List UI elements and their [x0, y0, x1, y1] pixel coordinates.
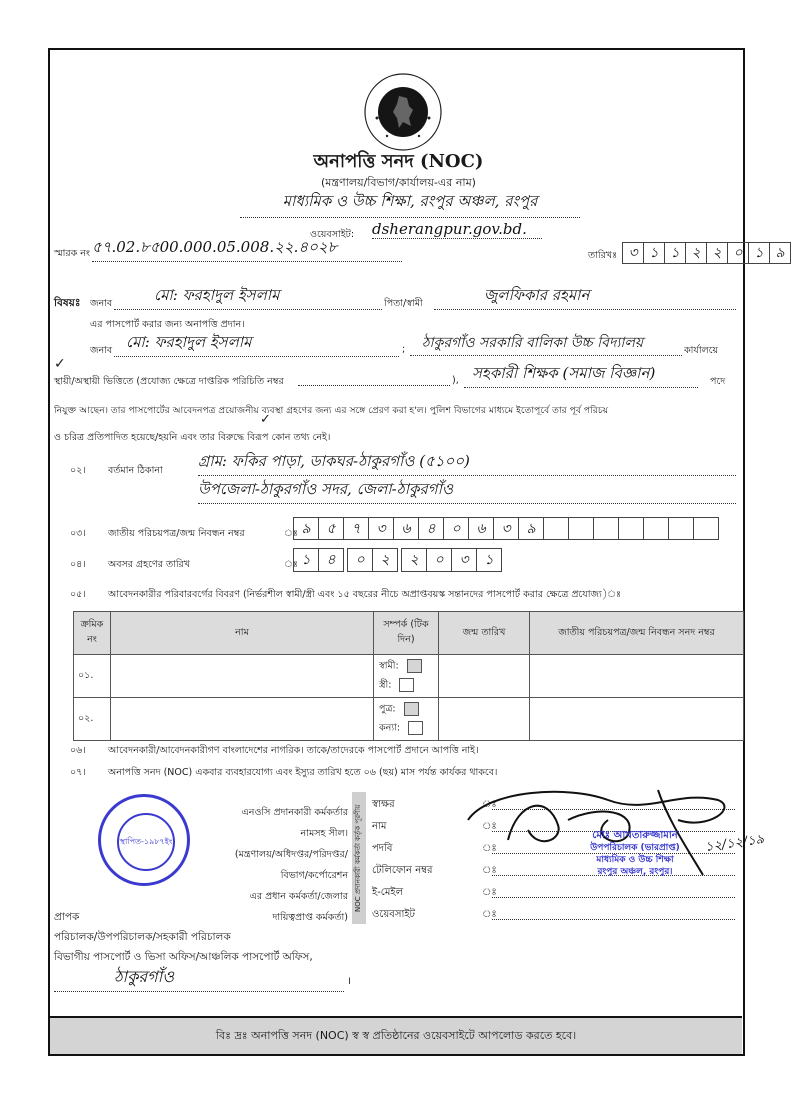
nid-label: জাতীয় পরিচয়পত্র/জন্ম নিবন্ধন নম্বর: [108, 528, 245, 539]
subject-label: বিষয়ঃ: [54, 297, 81, 309]
officer-desc-line: নামসহ সীল।: [300, 828, 348, 839]
footer-note: বিঃ দ্রঃ অনাপত্তি সনদ (NOC) স্ব স্ব প্রতিষ্ঠানের ওয়েবসাইটে আপলোড করতে হবে।: [215, 1028, 577, 1042]
nid-digit: [568, 517, 594, 540]
nid-digit: ৯: [518, 517, 544, 540]
address-label: বর্তমান ঠিকানা: [108, 465, 163, 476]
nid-digit: ০: [443, 517, 469, 540]
office-value: ঠাকুরগাঁও সরকারি বালিকা উচ্চ বিদ্যালয়: [422, 335, 644, 351]
memo-number-value: ৫৭.02.৮৫00.000.05.008.২২.৪০২৮: [92, 238, 338, 256]
officer-desc-line: এর প্রধান কর্মকর্তা/জেলার: [249, 891, 348, 902]
officer-description: [210, 802, 348, 928]
memo-number-field[interactable]: [92, 236, 402, 262]
relation-daughter-label: কন্যা:: [379, 722, 401, 733]
item-06-number: ০৬।: [70, 745, 86, 756]
designation-value: সহকারী শিক্ষক (সমাজ বিজ্ঞান): [472, 364, 656, 382]
husband-checkbox[interactable]: [407, 659, 422, 673]
nid-digit: ৬: [468, 517, 494, 540]
nid-digit: ৩: [493, 517, 519, 540]
retire-colon: ঃ: [284, 559, 298, 570]
wife-checkbox[interactable]: [399, 678, 414, 692]
retire-year-digit: ১: [476, 548, 502, 572]
date-digit: ১: [643, 242, 665, 264]
row-serial: ০১.: [74, 655, 111, 698]
row-name-cell[interactable]: [111, 655, 374, 698]
stamp-line: রংপুর অঞ্চল, রংপুর।: [597, 867, 673, 877]
address-line-2-field[interactable]: [198, 478, 736, 504]
header-name: নাম: [111, 612, 374, 655]
nid-digit: ৩: [368, 517, 394, 540]
date-digit: ৯: [769, 242, 791, 264]
tenure-line-mid: ),: [452, 375, 459, 386]
retire-label: অবসর গ্রহণের তারিখ: [108, 559, 191, 570]
colon: ঃ: [482, 887, 497, 898]
nid-digit: ৫: [318, 517, 344, 540]
nid-digit: [593, 517, 619, 540]
nid-digit: ৪: [418, 517, 444, 540]
noc-form: [48, 48, 785, 1056]
clause-06: আবেদনকারী/আবেদনকারীগণ বাংলাদেশের নাগরিক। তাকে/তাদেরকে পাসপোর্ট প্রদানে আপত্তি নাই।: [108, 745, 479, 756]
relation-wife-label: স্ত্রী:: [379, 679, 392, 690]
stamp-line: উপপরিচালক (ভারপ্রাপ্ত): [590, 843, 680, 853]
document-subtitle: (মন্ত্রণালয়/বিভাগ/কার্যালয়-এর নাম): [321, 176, 476, 189]
colon: ঃ: [482, 865, 497, 876]
family-label: আবেদনকারীর পরিবারবর্গের বিবরণ (নির্ভরশীল স্বামী/স্ত্রী এবং ১৫ বছরের নীচে অপ্রাপ্তবয়স্ক সন্তানদের পাসপোর্ট করার ক্ষেত্রে প্রযোজ্য)ঃ: [108, 589, 622, 600]
date-label: তারিখঃ: [588, 250, 618, 261]
address-line-1-field[interactable]: [198, 450, 736, 476]
office-suffix: কার্যালয়ে: [684, 345, 719, 356]
nid-digit: [668, 517, 694, 540]
retire-day-digit: ৪: [318, 548, 344, 572]
officer-desc-line: (মন্ত্রণালয়/অধিদপ্তর/পরিদপ্তর/: [234, 849, 348, 860]
paragraph-line-2: নিযুক্ত আছেন। তার পাসপোর্টের আবেদনপত্র প্রয়োজনীয় ব্যবস্থা গ্রহণের জন্য এর সঙ্গে প্রেরণ করা হ'ল। পুলিশ বিভাগের মাধ্যমে ইতোপূর্বে তার পূর্ব পরিচয়: [54, 405, 609, 416]
address-line-1-value: গ্রাম: ফকির পাড়া, ডাকঘর-ঠাকুরগাঁও (৫১০০): [198, 452, 470, 470]
office-name-field[interactable]: [240, 190, 580, 218]
row-serial: ০২.: [74, 698, 111, 741]
son-checkbox[interactable]: [404, 702, 419, 716]
date-boxes[interactable]: [623, 242, 791, 264]
designation-field[interactable]: [464, 362, 698, 388]
office-field[interactable]: [410, 331, 682, 356]
semicolon: ;: [402, 344, 406, 355]
stamp-line: মোঃ আখতারুজ্জামান: [592, 830, 678, 841]
office-id-field[interactable]: [298, 375, 450, 386]
nid-digit: [693, 517, 719, 540]
employee-name-field[interactable]: [114, 331, 399, 357]
signature-date: ১২/১২/১৯: [704, 831, 766, 856]
applicant-name-value: মো: ফরহাদুল ইসলাম: [154, 286, 280, 304]
memo-label: স্মারক নং: [54, 248, 91, 259]
header-dob: জন্ম তারিখ: [439, 612, 530, 655]
colon: ঃ: [482, 799, 497, 810]
officer-desc-line: বিভাগ/কর্পোরেশন: [280, 870, 348, 881]
nid-digit: [643, 517, 669, 540]
website-label: ওয়েবসাইট:: [310, 229, 355, 240]
address-line-2-value: উপজেলা-ঠাকুরগাঁও সদর, জেলা-ঠাকুরগাঁও: [198, 480, 454, 498]
office-name-value: মাধ্যমিক ও উচ্চ শিক্ষা, রংপুর অঞ্চল, রংপুর: [282, 192, 538, 210]
recipient-location-field[interactable]: [54, 964, 344, 992]
item-04-number: ০৪।: [70, 559, 86, 570]
row-dob-cell[interactable]: [439, 655, 530, 698]
email-field[interactable]: [492, 887, 735, 898]
recipient-end: ।: [347, 975, 351, 987]
date-digit: ২: [685, 242, 707, 264]
relation-husband-label: স্বামী:: [379, 660, 399, 672]
nid-digit: ৯: [293, 517, 319, 540]
nid-digit: ৭: [343, 517, 369, 540]
header-relation: সম্পর্ক (টিক দিন): [374, 612, 439, 655]
retire-month-digit: ০: [347, 548, 373, 572]
nid-digit: [543, 517, 569, 540]
tenure-line-prefix: স্থায়ী/অস্থায়ী ভিত্তিতে (প্রযোজ্য ক্ষেত্রে দাপ্তরিক পরিচিতি নম্বর: [54, 376, 284, 387]
applicant-name-field[interactable]: [114, 284, 382, 310]
date-digit: ৩: [622, 242, 644, 264]
retire-year-digit: ৩: [451, 548, 477, 572]
colon: ঃ: [482, 843, 497, 854]
website-sig-label: ওয়েবসাইট: [372, 909, 415, 920]
item-05-number: ০৫।: [70, 589, 86, 600]
item-03-number: ০৩।: [70, 528, 86, 539]
row-relation-cell: [374, 698, 439, 741]
father-label: পিতা/স্বামী: [384, 298, 423, 309]
government-emblem-icon: [363, 72, 443, 152]
retire-day-digit: ১: [293, 548, 319, 572]
row-name-cell[interactable]: [111, 698, 374, 741]
seal-inner: [117, 813, 175, 871]
email-label: ই-মেইল: [372, 887, 404, 898]
noc-officer-strip: NOC প্রদানকারী কর্মকর্তা কর্তৃক পূরণীয়: [352, 792, 366, 924]
recipient-line-2: বিভাগীয় পাসপোর্ট ও ভিসা অফিস/আঞ্চলিক পাসপোর্ট অফিস,: [54, 951, 313, 963]
header-serial: ক্রমিক নং: [74, 612, 111, 655]
colon: ঃ: [482, 909, 497, 920]
nid-colon: ঃ: [284, 528, 298, 539]
row-relation-cell: [374, 655, 439, 698]
family-table: [73, 611, 744, 741]
row-nid-cell[interactable]: [530, 655, 744, 698]
recipient-location-value: ঠাকুরগাঁও: [114, 967, 175, 986]
colon: ঃ: [482, 821, 497, 832]
subject-mr-label: জনাব: [90, 298, 113, 309]
officer-desc-line: এনওসি প্রদানকারী কর্মকর্তার: [241, 807, 348, 818]
name-label: নাম: [372, 821, 387, 832]
tick-mark-icon: ✓: [54, 356, 66, 372]
website-sig-field[interactable]: [492, 909, 735, 920]
website-value: dsherangpur.gov.bd.: [372, 220, 527, 238]
employee-name-value: মো: ফরহাদুল ইসলাম: [126, 333, 252, 351]
daughter-checkbox[interactable]: [408, 721, 423, 735]
seal-inner-text: স্থাপিত-১৯৮৭ইং: [119, 836, 173, 846]
stamp-line: মাধ্যমিক ও উচ্চ শিক্ষা: [596, 855, 674, 865]
designation-label: পদবি: [372, 843, 393, 854]
item-02-number: ০২।: [70, 465, 86, 476]
retire-month-digit: ২: [372, 548, 398, 572]
nid-digit: ৬: [393, 517, 419, 540]
nid-digit: [618, 517, 644, 540]
document-title: অনাপত্তি সনদ (NOC): [313, 151, 484, 172]
retire-date-boxes[interactable]: [294, 548, 502, 572]
signature-label: স্বাক্ষর: [372, 799, 395, 810]
purpose-line: এর পাসপোর্ট করার জন্য অনাপত্তি প্রদান।: [90, 319, 245, 330]
paragraph-line-3: ও চরিত্র প্রতিপাদিত হয়েছে/হয়নি এবং তার বিরুদ্ধে বিরূপ কোন তথ্য নেই।: [54, 432, 331, 443]
row-dob-cell[interactable]: [439, 698, 530, 741]
item-07-number: ০৭।: [70, 767, 86, 778]
recipient-line-1: পরিচালক/উপপরিচালক/সহকারী পরিচালক: [54, 931, 231, 943]
relation-son-label: পুত্র:: [379, 703, 396, 715]
retire-year-digit: ২: [401, 548, 427, 572]
header-nid: জাতীয় পরিচয়পত্র/জন্ম নিবন্ধন সনদ নম্বর: [530, 612, 744, 655]
date-digit: ১: [664, 242, 686, 264]
officer-desc-line: দায়িত্বপ্রাপ্ত কর্মকর্তা): [272, 912, 348, 923]
table-header-row: [74, 612, 744, 655]
row-nid-cell[interactable]: [530, 698, 744, 741]
footer-note-bar: [50, 1016, 742, 1054]
table-row: [74, 698, 744, 741]
father-name-value: জুলফিকার রহমান: [484, 286, 590, 304]
date-digit: ২: [706, 242, 728, 264]
clause-07: অনাপত্তি সনদ (NOC) একবার ব্যবহারযোগ্য এবং ইস্যুর তারিখ হতে ০৬ (ছয়) মাস পর্যন্ত কার্যকর থাকবে।: [108, 767, 498, 778]
officer-name-stamp: [570, 830, 700, 878]
retire-year-digit: ০: [426, 548, 452, 572]
phone-label: টেলিফোন নম্বর: [372, 865, 433, 876]
designation-suffix: পদে: [710, 376, 726, 387]
nid-boxes[interactable]: [294, 517, 719, 540]
table-row: [74, 655, 744, 698]
recipient-label: প্রাপক: [54, 911, 80, 923]
body-mr-label: জনাব: [90, 345, 113, 356]
office-seal-stamp: [98, 794, 190, 886]
father-name-field[interactable]: [434, 284, 736, 310]
tick-mark-icon: ✓: [260, 412, 271, 427]
date-digit: ০: [727, 242, 749, 264]
date-digit: ১: [748, 242, 770, 264]
